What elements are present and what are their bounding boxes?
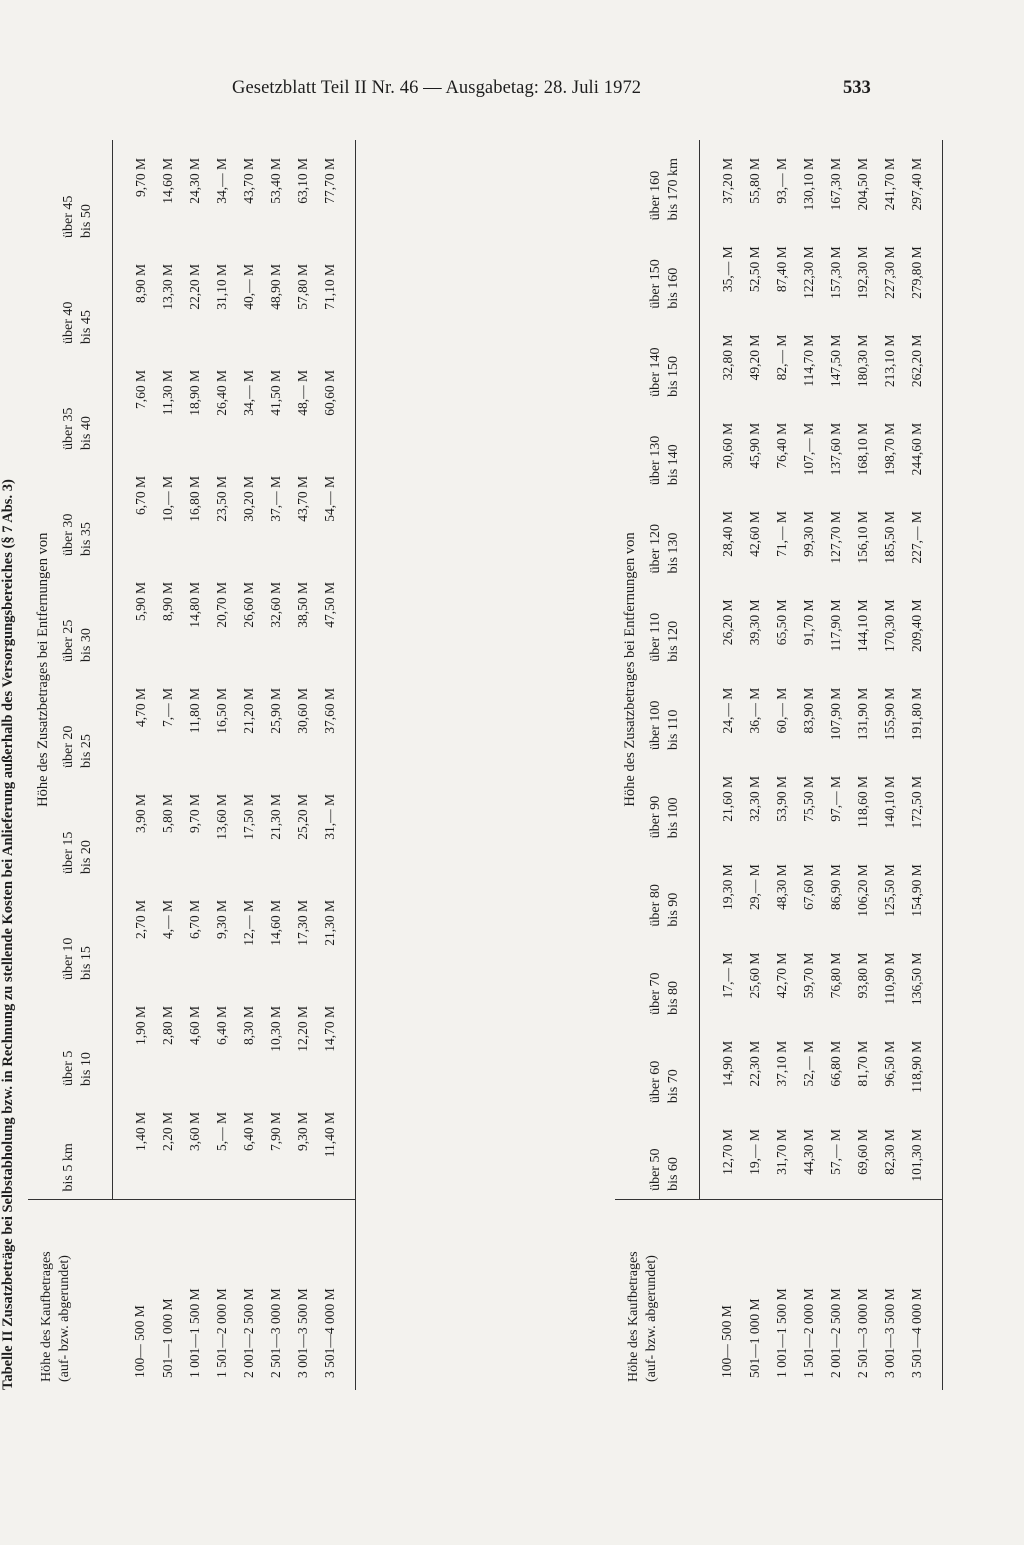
table-cell: 75,50 M	[800, 776, 816, 822]
column-header-line-2: bis 170 km	[665, 158, 681, 221]
table-cell: 25,90 M	[267, 688, 283, 734]
table-cell: 76,40 M	[773, 422, 789, 469]
table-cell: 37,— M	[267, 476, 283, 522]
table-cell: 57,80 M	[294, 264, 310, 310]
column-header-line-2: bis 20	[78, 840, 94, 874]
table-cell: 66,80 M	[827, 1040, 843, 1087]
table-cell: 4,60 M	[186, 1006, 202, 1046]
table-cell: 22,20 M	[186, 264, 202, 310]
table-cell: 11,30 M	[159, 370, 175, 416]
column-header	[58, 246, 113, 352]
table-caption: Tabelle II Zusatzbeträge bei Selbstabholung bzw. in Rechnung zu stellende Kosten bei Anlieferung außerhalb des Versorgungsbereiches (§ 7 Abs. 3)	[0, 479, 16, 1390]
table-cell: 60,— M	[773, 687, 789, 734]
table-cell: 13,60 M	[213, 794, 229, 840]
column-header-line-1: über 20	[61, 725, 76, 768]
table-cell: 21,30 M	[316, 882, 356, 988]
row-label: 501—1 000 M	[741, 1199, 768, 1390]
table-cell: 117,90 M	[827, 599, 843, 652]
table-cell: 107,— M	[800, 422, 816, 476]
table-cell: 262,20 M	[903, 317, 943, 405]
table-cell: 77,70 M	[316, 140, 356, 246]
table-row	[181, 140, 208, 1390]
table-cell: 87,40 M	[773, 246, 789, 293]
table-cell: 17,30 M	[294, 900, 310, 946]
table-cell: 244,60 M	[903, 405, 943, 493]
table-cell: 40,— M	[240, 264, 256, 310]
table-cell: 48,30 M	[773, 864, 789, 911]
table-cell: 30,20 M	[240, 476, 256, 522]
column-header-line-2: bis 160	[665, 267, 681, 309]
column-header	[645, 670, 700, 758]
table-row	[903, 140, 943, 1390]
column-header-line-1: über 140	[648, 347, 663, 397]
table-row	[849, 140, 876, 1390]
column-header-line-1: über 90	[648, 795, 663, 839]
column-header	[58, 988, 113, 1094]
table-cell: 19,— M	[746, 1129, 762, 1175]
table-cell: 86,90 M	[827, 864, 843, 911]
table-cell: 144,10 M	[854, 599, 870, 652]
table-cell: 82,30 M	[881, 1129, 897, 1175]
table-cell: 8,30 M	[240, 1006, 256, 1046]
column-header	[58, 776, 113, 882]
column-header	[645, 935, 700, 1023]
table-cell: 9,30 M	[213, 900, 229, 940]
table-cell: 14,70 M	[316, 988, 356, 1094]
row-label: 1 501—2 000 M	[795, 1199, 822, 1390]
table-cell: 54,— M	[316, 458, 356, 564]
table-cell: 131,90 M	[854, 687, 870, 741]
column-header	[645, 581, 700, 669]
table-cell: 16,50 M	[213, 688, 229, 734]
table-cell: 71,10 M	[316, 246, 356, 352]
table-1-block	[0, 140, 385, 1390]
table-cell: 53,40 M	[267, 157, 283, 204]
table-cell: 5,— M	[213, 1112, 229, 1152]
surcharge-table-2	[615, 140, 943, 1390]
table-cell: 154,90 M	[903, 846, 943, 934]
group-header: Höhe des Zusatzbetrages bei Entfernungen von	[34, 532, 51, 807]
row-label: 501—1 000 M	[154, 1200, 181, 1390]
column-header-line-2: bis 130	[665, 532, 681, 574]
table-cell: 2,70 M	[132, 900, 148, 940]
table-cell: 6,40 M	[240, 1112, 256, 1152]
column-header-line-2: bis 150	[665, 356, 681, 397]
table-cell: 37,60 M	[316, 670, 356, 776]
table-row	[700, 140, 742, 1390]
row-label: 1 501—2 000 M	[208, 1200, 235, 1390]
table-cell: 227,— M	[903, 493, 943, 581]
table-cell: 155,90 M	[881, 687, 897, 741]
table-2-block	[615, 140, 1000, 1390]
table-cell: 36,— M	[746, 687, 762, 734]
table-cell: 25,20 M	[294, 794, 310, 840]
table-row	[289, 140, 316, 1390]
table-cell: 55,80 M	[746, 158, 762, 204]
table-cell: 170,30 M	[881, 599, 897, 652]
column-header	[58, 1094, 113, 1200]
column-header-line-1: über 25	[61, 619, 76, 662]
column-header-line-1: über 150	[648, 259, 663, 309]
table-body	[113, 140, 356, 1390]
row-header-line-1: Höhe des Kaufbetrages	[626, 1251, 641, 1382]
table-cell: 44,30 M	[800, 1129, 816, 1175]
column-header-line-2: bis 45	[78, 310, 94, 344]
table-cell: 180,30 M	[854, 334, 870, 388]
table-cell: 9,70 M	[132, 157, 148, 197]
table-cell: 24,30 M	[186, 157, 202, 204]
column-header	[645, 1111, 700, 1199]
table-cell: 22,30 M	[746, 1040, 762, 1087]
table-cell: 26,60 M	[240, 582, 256, 628]
column-header-line-2: bis 25	[78, 734, 94, 768]
table-cell: 26,20 M	[719, 599, 735, 646]
row-label: 100— 500 M	[113, 1200, 155, 1390]
surcharge-table-1	[28, 140, 356, 1390]
table-cell: 17,— M	[719, 952, 735, 999]
table-cell: 52,50 M	[746, 246, 762, 293]
table-cell: 20,70 M	[213, 582, 229, 628]
column-header	[58, 140, 113, 246]
table-cell: 30,60 M	[719, 422, 735, 469]
table-cell: 7,60 M	[132, 370, 148, 410]
table-cell: 6,40 M	[213, 1006, 229, 1046]
table-cell: 2,20 M	[159, 1112, 175, 1152]
table-cell: 10,— M	[159, 476, 175, 522]
table-cell: 19,30 M	[719, 864, 735, 911]
table-cell: 12,— M	[240, 900, 256, 946]
table-cell: 29,— M	[746, 864, 762, 911]
row-header-line-2: (auf- bzw. abgerundet)	[643, 1255, 659, 1382]
column-header-line-2: bis 140	[665, 444, 681, 486]
table-cell: 18,90 M	[186, 370, 202, 416]
table-cell: 32,30 M	[746, 776, 762, 822]
row-header	[28, 1200, 113, 1390]
table-cell: 7,90 M	[267, 1112, 283, 1152]
column-header	[645, 405, 700, 493]
column-header	[645, 140, 700, 228]
table-cell: 114,70 M	[800, 334, 816, 387]
row-label: 3 501—4 000 M	[903, 1199, 943, 1390]
table-cell: 101,30 M	[903, 1111, 943, 1199]
table-cell: 2,80 M	[159, 1006, 175, 1046]
table-cell: 57,— M	[827, 1129, 843, 1175]
table-cell: 1,40 M	[132, 1112, 148, 1152]
table-cell: 37,20 M	[719, 158, 735, 204]
table-cell: 11,40 M	[316, 1094, 356, 1200]
table-cell: 17,50 M	[240, 794, 256, 840]
column-header-line-2: bis 110	[665, 709, 681, 750]
table-cell: 21,20 M	[240, 688, 256, 734]
table-cell: 97,— M	[827, 776, 843, 822]
table-cell: 31,— M	[316, 776, 356, 882]
column-header-line-2: bis 100	[665, 797, 681, 839]
table-cell: 14,90 M	[719, 1040, 735, 1087]
table-cell: 65,50 M	[773, 599, 789, 646]
column-header-line-1: über 60	[648, 1060, 663, 1104]
table-cell: 185,50 M	[881, 511, 897, 564]
table-cell: 32,60 M	[267, 582, 283, 628]
table-row	[113, 140, 155, 1390]
table-cell: 1,90 M	[132, 1006, 148, 1046]
column-header-line-1: bis 5 km	[61, 1143, 76, 1192]
table-cell: 5,80 M	[159, 794, 175, 834]
table-cell: 31,10 M	[213, 264, 229, 310]
table-cell: 118,60 M	[854, 776, 870, 829]
column-header	[58, 882, 113, 988]
table-cell: 14,60 M	[267, 900, 283, 946]
table-cell: 127,70 M	[827, 511, 843, 564]
table-cell: 34,— M	[240, 370, 256, 416]
table-cell: 25,60 M	[746, 952, 762, 999]
row-label: 2 001—2 500 M	[822, 1199, 849, 1390]
table-body	[700, 140, 943, 1390]
table-cell: 198,70 M	[881, 422, 897, 476]
row-header	[615, 1199, 700, 1390]
column-header-line-1: über 5	[61, 1050, 76, 1086]
table-row	[822, 140, 849, 1390]
column-header-line-2: bis 40	[78, 416, 94, 450]
table-cell: 41,50 M	[267, 370, 283, 416]
table-cell: 34,— M	[213, 157, 229, 204]
row-header-line-2: (auf- bzw. abgerundet)	[56, 1255, 72, 1382]
table-row	[795, 140, 822, 1390]
column-header-line-1: über 120	[648, 524, 663, 574]
table-cell: 9,70 M	[186, 794, 202, 834]
table-cell: 118,90 M	[903, 1023, 943, 1111]
table-cell: 297,40 M	[903, 140, 943, 228]
table-cell: 37,10 M	[773, 1040, 789, 1087]
column-header-line-1: über 130	[648, 435, 663, 486]
column-header	[645, 493, 700, 581]
column-header-line-2: bis 60	[665, 1157, 681, 1191]
table-cell: 209,40 M	[903, 581, 943, 669]
table-cell: 213,10 M	[881, 334, 897, 388]
table-cell: 13,30 M	[159, 264, 175, 310]
table-cell: 42,70 M	[773, 952, 789, 999]
row-label: 3 001—3 500 M	[289, 1200, 316, 1390]
table-cell: 107,90 M	[827, 687, 843, 741]
table-cell: 4,70 M	[132, 688, 148, 728]
table-cell: 24,— M	[719, 687, 735, 734]
table-cell: 53,90 M	[773, 776, 789, 822]
table-cell: 110,90 M	[881, 952, 897, 1005]
column-header-line-2: bis 90	[665, 892, 681, 927]
table-cell: 156,10 M	[854, 511, 870, 564]
table-cell: 9,30 M	[294, 1112, 310, 1152]
column-header-line-1: über 110	[648, 612, 663, 662]
row-label: 100— 500 M	[700, 1199, 742, 1390]
table-cell: 279,80 M	[903, 228, 943, 316]
column-header-line-2: bis 50	[78, 204, 94, 238]
table-cell: 81,70 M	[854, 1040, 870, 1087]
table-cell: 23,50 M	[213, 476, 229, 522]
table-cell: 125,50 M	[881, 864, 897, 917]
table-cell: 43,70 M	[240, 157, 256, 204]
page-number: 533	[843, 78, 871, 98]
table-cell: 172,50 M	[903, 758, 943, 846]
table-cell: 93,— M	[773, 158, 789, 204]
group-header: Höhe des Zusatzbetrages bei Entfernungen von	[621, 532, 638, 807]
table-cell: 140,10 M	[881, 776, 897, 829]
table-cell: 28,40 M	[719, 511, 735, 557]
row-label: 1 001—1 500 M	[768, 1199, 795, 1390]
table-cell: 137,60 M	[827, 422, 843, 476]
table-cell: 60,60 M	[316, 352, 356, 458]
table-cell: 63,10 M	[294, 157, 310, 204]
column-header	[58, 458, 113, 564]
table-cell: 26,40 M	[213, 370, 229, 416]
table-row	[741, 140, 768, 1390]
column-header-line-2: bis 30	[78, 628, 94, 662]
table-cell: 38,50 M	[294, 582, 310, 628]
column-header-line-2: bis 10	[78, 1052, 94, 1086]
table-row	[876, 140, 903, 1390]
column-header-line-1: über 70	[648, 972, 663, 1015]
column-header	[645, 758, 700, 846]
table-row	[768, 140, 795, 1390]
column-header-line-1: über 45	[61, 195, 76, 238]
table-cell: 91,70 M	[800, 599, 816, 646]
table-cell: 67,60 M	[800, 864, 816, 911]
table-cell: 14,60 M	[159, 157, 175, 204]
table-cell: 49,20 M	[746, 334, 762, 381]
table-row	[262, 140, 289, 1390]
column-header	[645, 228, 700, 316]
table-cell: 147,50 M	[827, 334, 843, 388]
column-header-line-1: über 15	[61, 831, 76, 874]
table-cell: 8,90 M	[132, 264, 148, 304]
column-header	[645, 1023, 700, 1111]
table-cell: 45,90 M	[746, 422, 762, 469]
table-cell: 227,30 M	[881, 246, 897, 299]
table-cell: 191,80 M	[903, 670, 943, 758]
table-cell: 4,— M	[159, 900, 175, 940]
table-row	[154, 140, 181, 1390]
table-cell: 14,80 M	[186, 582, 202, 628]
table-cell: 204,50 M	[854, 158, 870, 211]
table-cell: 21,60 M	[719, 776, 735, 822]
table-cell: 43,70 M	[294, 476, 310, 522]
table-cell: 167,30 M	[827, 158, 843, 211]
table-cell: 31,70 M	[773, 1129, 789, 1175]
table-cell: 48,— M	[294, 370, 310, 416]
table-cell: 192,30 M	[854, 246, 870, 299]
table-cell: 8,90 M	[159, 582, 175, 622]
column-header-line-1: über 30	[61, 513, 76, 556]
table-cell: 30,60 M	[294, 688, 310, 734]
table-cell: 136,50 M	[903, 935, 943, 1023]
table-cell: 82,— M	[773, 334, 789, 381]
row-label: 1 001—1 500 M	[181, 1200, 208, 1390]
table-cell: 10,30 M	[267, 1006, 283, 1052]
table-cell: 7,— M	[159, 688, 175, 728]
column-header-line-1: über 35	[61, 407, 76, 450]
column-header-line-1: über 40	[61, 301, 76, 344]
table-cell: 39,30 M	[746, 599, 762, 646]
column-header-line-2: bis 35	[78, 522, 94, 556]
table-cell: 3,60 M	[186, 1112, 202, 1152]
row-label: 2 001—2 500 M	[235, 1200, 262, 1390]
column-header-line-1: über 160	[648, 170, 663, 221]
table-row	[316, 140, 356, 1390]
table-cell: 48,90 M	[267, 264, 283, 310]
table-cell: 93,80 M	[854, 952, 870, 999]
row-label: 3 001—3 500 M	[876, 1199, 903, 1390]
column-header	[58, 352, 113, 458]
table-cell: 130,10 M	[800, 158, 816, 211]
table-cell: 47,50 M	[316, 564, 356, 670]
header-title: Gesetzblatt Teil II Nr. 46 — Ausgabetag: 28. Juli 1972	[232, 78, 642, 98]
column-header-line-2: bis 70	[665, 1069, 681, 1104]
row-label: 2 501—3 000 M	[849, 1199, 876, 1390]
column-header	[645, 317, 700, 405]
column-header-line-1: über 50	[648, 1148, 663, 1191]
table-cell: 21,30 M	[267, 794, 283, 840]
table-cell: 52,— M	[800, 1040, 816, 1087]
table-cell: 3,90 M	[132, 794, 148, 834]
table-cell: 106,20 M	[854, 864, 870, 917]
column-header-line-2: bis 120	[665, 620, 681, 662]
table-cell: 122,30 M	[800, 246, 816, 299]
table-cell: 32,80 M	[719, 334, 735, 381]
table-cell: 99,30 M	[800, 511, 816, 557]
page-header	[0, 78, 1024, 108]
table-cell: 83,90 M	[800, 687, 816, 734]
table-cell: 59,70 M	[800, 952, 816, 999]
table-cell: 168,10 M	[854, 422, 870, 476]
column-header-line-2: bis 15	[78, 946, 94, 980]
table-cell: 16,80 M	[186, 476, 202, 522]
row-label: 2 501—3 000 M	[262, 1200, 289, 1390]
table-cell: 35,— M	[719, 246, 735, 293]
table-row	[235, 140, 262, 1390]
column-header-line-1: über 80	[648, 884, 663, 927]
table-cell: 157,30 M	[827, 246, 843, 299]
table-cell: 71,— M	[773, 511, 789, 557]
table-cell: 12,70 M	[719, 1129, 735, 1175]
column-header-line-1: über 10	[61, 937, 76, 980]
table-cell: 5,90 M	[132, 582, 148, 622]
table-row	[208, 140, 235, 1390]
table-cell: 6,70 M	[132, 476, 148, 516]
table-cell: 69,60 M	[854, 1129, 870, 1175]
row-header-line-1: Höhe des Kaufbetrages	[39, 1251, 54, 1382]
table-cell: 42,60 M	[746, 511, 762, 557]
column-header	[58, 564, 113, 670]
table-cell: 12,20 M	[294, 1006, 310, 1052]
row-label: 3 501—4 000 M	[316, 1200, 356, 1390]
table-cell: 96,50 M	[881, 1040, 897, 1087]
column-header-line-2: bis 80	[665, 981, 681, 1015]
table-cell: 6,70 M	[186, 900, 202, 940]
column-header	[58, 670, 113, 776]
table-cell: 241,70 M	[881, 158, 897, 211]
column-header-line-1: über 100	[648, 700, 663, 750]
table-cell: 11,80 M	[186, 688, 202, 734]
table-cell: 76,80 M	[827, 952, 843, 999]
column-header	[645, 846, 700, 934]
